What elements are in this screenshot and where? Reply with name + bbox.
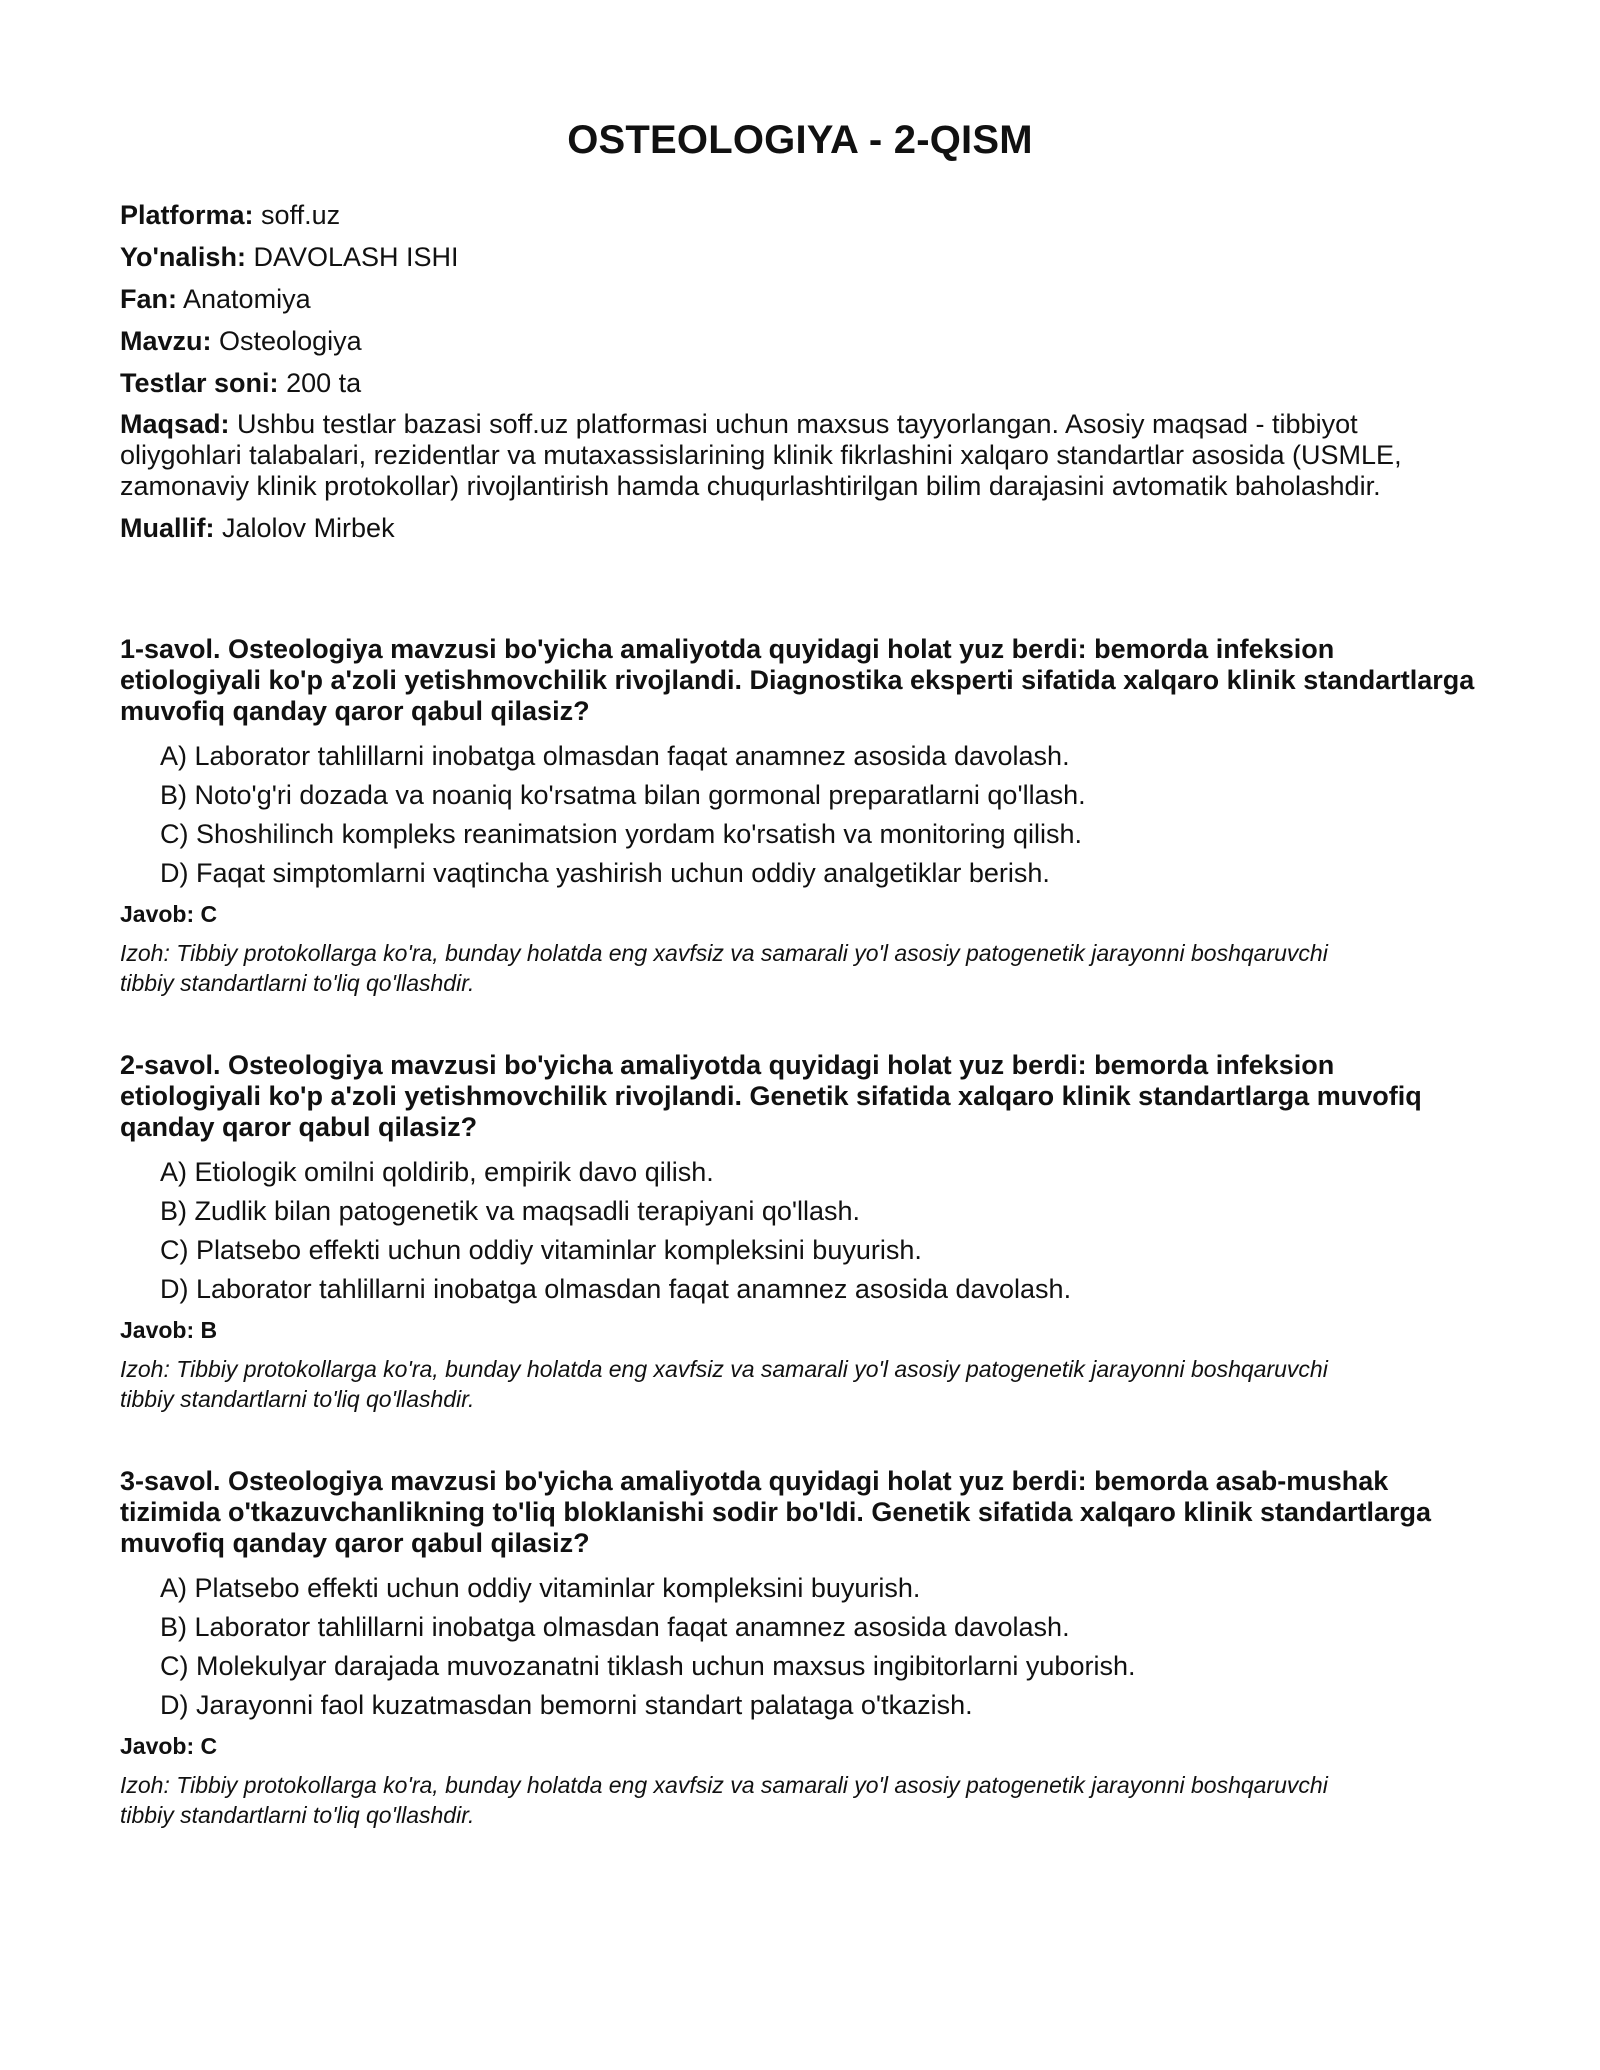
meta-platform xyxy=(120,199,1480,231)
meta-label: Testlar soni: xyxy=(120,368,279,398)
option-c: C) Platsebo effekti uchun oddiy vitaminlar kompleksini buyurish. xyxy=(160,1235,922,1265)
meta-purpose xyxy=(120,409,1480,502)
document-title: OSTEOLOGIYA - 2-QISM xyxy=(567,118,1033,162)
meta-label: Mavzu: xyxy=(120,326,212,356)
correct-answer: Javob: C xyxy=(120,1733,218,1759)
meta-value: 200 ta xyxy=(286,368,362,398)
option-a: A) Laborator tahlillarni inobatga olmasdan faqat anamnez asosida davolash. xyxy=(160,741,1070,771)
meta-test-count xyxy=(120,367,1480,399)
answer-options xyxy=(120,1573,1480,1721)
answer-options xyxy=(120,741,1480,889)
meta-label: Platforma: xyxy=(120,200,254,230)
meta-subject xyxy=(120,283,1480,315)
meta-value: Osteologiya xyxy=(219,326,362,356)
meta-value: Jalolov Mirbek xyxy=(222,513,395,543)
meta-value: Anatomiya xyxy=(183,284,311,314)
option-b: B) Zudlik bilan patogenetik va maqsadli terapiyani qo'llash. xyxy=(160,1196,861,1226)
option-b: B) Noto'g'ri dozada va noaniq ko'rsatma bilan gormonal preparatlarni qo'llash. xyxy=(160,780,1086,810)
option-a: A) Etiologik omilni qoldirib, empirik davo qilish. xyxy=(160,1157,714,1187)
meta-label: Yo'nalish: xyxy=(120,242,246,272)
document-meta xyxy=(120,199,1480,544)
meta-author xyxy=(120,512,1480,544)
question-text: 3-savol. Osteologiya mavzusi bo'yicha amaliyotda quyidagi holat yuz berdi: bemorda asab-mushak tizimida o'tkazuvchanlikning to'liq bloklanishi sodir bo'ldi. Genetik sifatida xalqaro klinik standartlarga muvofiq qanday qaror qabul qilasiz? xyxy=(120,1466,1432,1558)
question-3 xyxy=(120,1466,1480,1830)
correct-answer: Javob: C xyxy=(120,901,218,927)
option-a: A) Platsebo effekti uchun oddiy vitaminlar kompleksini buyurish. xyxy=(160,1573,921,1603)
option-d: D) Faqat simptomlarni vaqtincha yashirish uchun oddiy analgetiklar berish. xyxy=(160,858,1050,888)
meta-label: Fan: xyxy=(120,284,177,314)
answer-options xyxy=(120,1157,1480,1305)
question-text: 1-savol. Osteologiya mavzusi bo'yicha amaliyotda quyidagi holat yuz berdi: bemorda infeksion etiologiyali ko'p a'zoli yetishmovchilik rivojlandi. Diagnostika eksperti sifatida xalqaro klinik standartlarga muvofiq qanday qaror qabul qilasiz? xyxy=(120,634,1475,726)
answer-explanation: Izoh: Tibbiy protokollarga ko'ra, bunday holatda eng xavfsiz va samarali yo'l asosiy patogenetik jarayonni boshqaruvchi tibbiy standartlarni to'liq qo'llashdir. xyxy=(120,940,1328,996)
question-text: 2-savol. Osteologiya mavzusi bo'yicha amaliyotda quyidagi holat yuz berdi: bemorda infeksion etiologiyali ko'p a'zoli yetishmovchilik rivojlandi. Genetik sifatida xalqaro klinik standartlarga muvofiq qanday qaror qabul qilasiz? xyxy=(120,1050,1422,1142)
meta-label: Maqsad: xyxy=(120,409,230,439)
meta-label: Muallif: xyxy=(120,513,215,543)
meta-value: soff.uz xyxy=(261,200,341,230)
document-page xyxy=(120,118,1480,1882)
question-2 xyxy=(120,1050,1480,1414)
meta-value: Ushbu testlar bazasi soff.uz platformasi uchun maxsus tayyorlangan. Asosiy maqsad - tibbiyot oliygohlari talabalari, rezidentlar va mutaxassislarining klinik fikrlashini xalqaro standartlar asosida (USMLE, zamonaviy klinik protokollar) rivojlantirish hamda chuqurlashtirilgan bilim darajasini avtomatik baholashdir. xyxy=(120,409,1402,501)
option-b: B) Laborator tahlillarni inobatga olmasdan faqat anamnez asosida davolash. xyxy=(160,1612,1070,1642)
option-d: D) Laborator tahlillarni inobatga olmasdan faqat anamnez asosida davolash. xyxy=(160,1274,1072,1304)
question-1 xyxy=(120,634,1480,998)
meta-value: DAVOLASH ISHI xyxy=(253,242,459,272)
correct-answer: Javob: B xyxy=(120,1317,218,1343)
meta-direction xyxy=(120,241,1480,273)
option-c: C) Shoshilinch kompleks reanimatsion yordam ko'rsatish va monitoring qilish. xyxy=(160,819,1083,849)
option-c: C) Molekulyar darajada muvozanatni tiklash uchun maxsus ingibitorlarni yuborish. xyxy=(160,1651,1136,1681)
answer-explanation: Izoh: Tibbiy protokollarga ko'ra, bunday holatda eng xavfsiz va samarali yo'l asosiy patogenetik jarayonni boshqaruvchi tibbiy standartlarni to'liq qo'llashdir. xyxy=(120,1356,1328,1412)
option-d: D) Jarayonni faol kuzatmasdan bemorni standart palataga o'tkazish. xyxy=(160,1690,973,1720)
answer-explanation: Izoh: Tibbiy protokollarga ko'ra, bunday holatda eng xavfsiz va samarali yo'l asosiy patogenetik jarayonni boshqaruvchi tibbiy standartlarni to'liq qo'llashdir. xyxy=(120,1772,1328,1828)
question-list xyxy=(120,634,1480,1830)
meta-topic xyxy=(120,325,1480,357)
